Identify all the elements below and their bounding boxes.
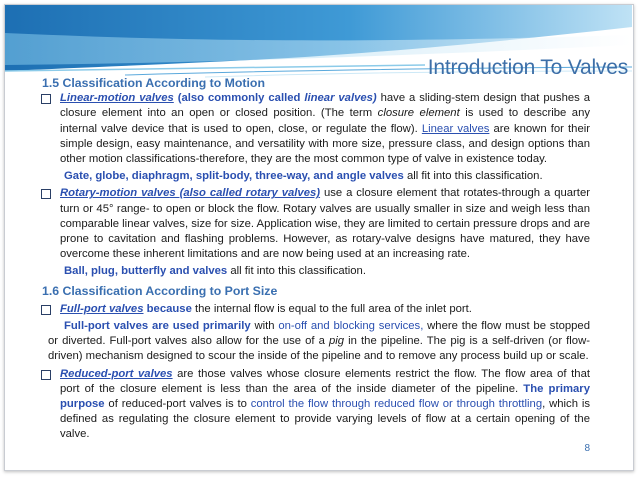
term-rotary-motion-valves: Rotary-motion valves (also called [60,187,246,200]
slide-content [44,76,590,443]
term-full-port-valves: Full-port valves [60,302,144,315]
term-linear-motion-valves: Linear-motion valves [60,92,174,105]
body-text: the internal flow is equal to the full area of the inlet port. [191,302,472,315]
linear-examples [44,169,590,184]
body-text: , which is defined as regulating the closure element to provide varying levels of flow at a certain opening of the valve. [60,398,590,441]
italic-term: closure element [377,107,460,120]
body-text: with [250,320,279,333]
full-port-usage [44,319,590,365]
emph-text: (also commonly called [173,92,305,105]
body-text: where the flow must be stopped or diverted. Full-port valves also allow for the use of a [48,320,590,348]
body-text: are those valves whose closure elements restrict the flow. The flow area of that port of the closure element is less than the area of the inside diameter of the pipeline. [60,367,590,395]
body-text: in the pipeline. The pig is a self-driven (or flow-driven) mechanism designed to scour the inside of the pipeline and to remove any process build up or scale. [48,335,591,363]
body-text: all fit into this classification. [403,170,543,183]
page-number: 8 [584,443,590,454]
emph-text: Full-port valves are used primarily [64,320,251,333]
emph-text: The primary purpose [60,382,590,411]
bullet-rotary-motion [44,186,590,262]
body-text: use a closure element that rotates-through a quarter turn or 45° range- to open or block the flow. Rotary valves are usually smaller in size and weigh less than comparable linear valves, size for size. Application wise, they are limited to certain pressure drops and are prone to cavitation and flashing problems. However, as rotary-valve designs have matured, they have overcome these inherent limitations and are now being used at an increasing rate. [60,187,590,261]
slide-title: Introduction To Valves [427,56,628,79]
rotary-examples [44,264,590,279]
term-reduced-port-valves: Reduced-port valves [60,367,173,380]
emph-text: linear valves) [304,92,377,105]
body-text: have a sliding-stem design that pushes a closure element into an open or closed position. (The term [60,92,590,120]
body-text: of reduced-port valves is to [104,398,251,411]
section-heading-port-size: 1.6 Classification According to Port Size [42,283,278,298]
bullet-full-port [44,302,590,317]
emph-text: Gate, globe, diaphragm, split-body, three-way, and angle valves [64,170,404,183]
term-rotary-valves: rotary valves) [245,187,321,200]
emph-phrase: control the flow through reduced flow or through throttling [250,398,543,411]
bullet-linear-motion [44,91,590,167]
link-linear-valves[interactable]: Linear valves [421,122,490,135]
emph-text: Ball, plug, butterfly and valves [64,265,228,278]
checkbox-bullet-icon [41,94,51,104]
checkbox-bullet-icon [41,189,51,199]
bullet-reduced-port [44,367,590,443]
body-text: all fit into this classification. [227,265,366,278]
emph-phrase: on-off and blocking services, [278,320,424,333]
body-text: are known for their simple design, easy maintenance, and versatility with more size, pressure class, and design options than other motion classifications-therefore, they are the most common type of valve in existence today. [60,122,590,166]
body-text: is used to describe any internal valve device that is used to open, close, or regulate the flow). [60,107,590,135]
checkbox-bullet-icon [41,305,51,315]
italic-term: pig [329,335,345,348]
checkbox-bullet-icon [41,370,51,380]
emph-text: because [143,302,192,315]
section-heading-motion: 1.5 Classification According to Motion [42,76,265,90]
